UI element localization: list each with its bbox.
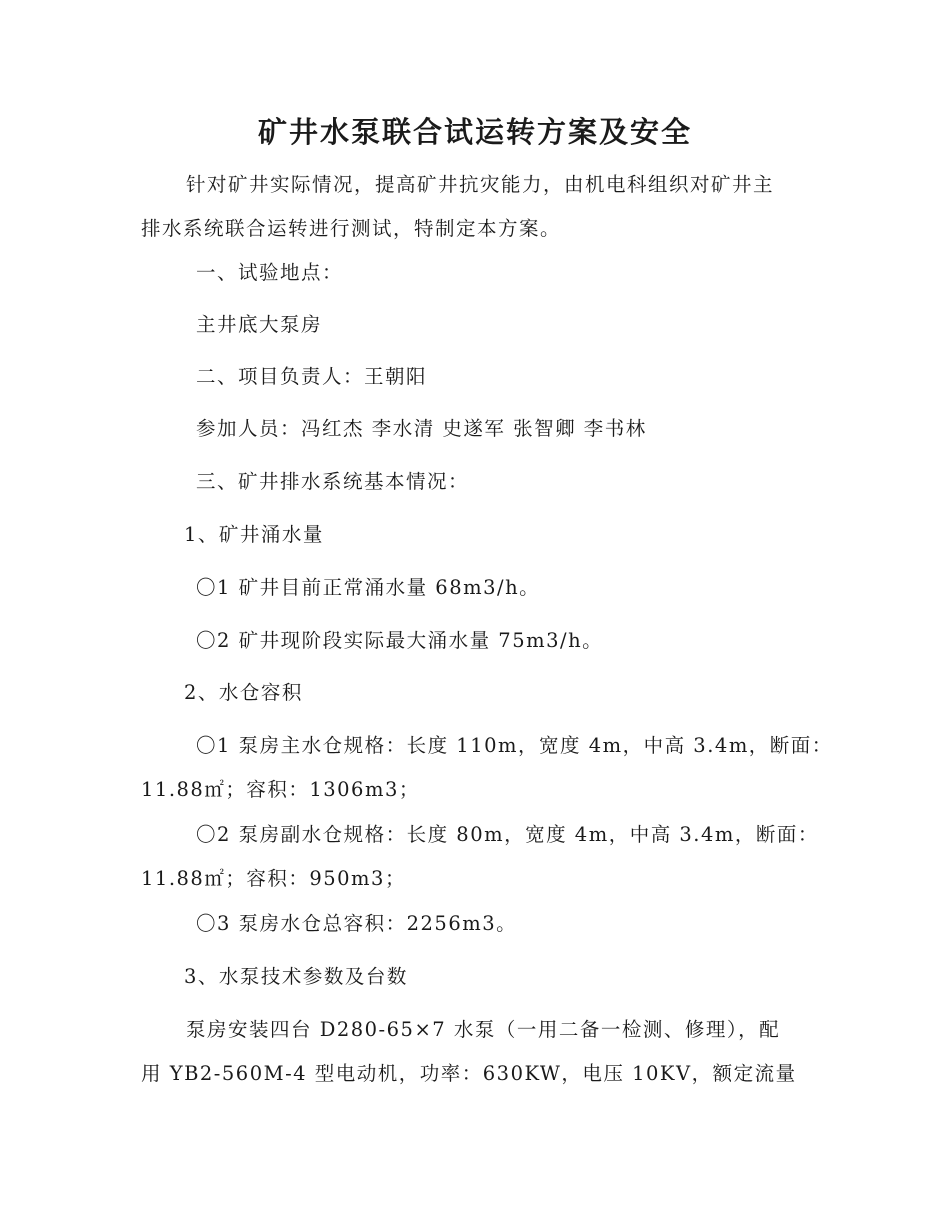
section-3-heading: 三、矿井排水系统基本情况： bbox=[196, 470, 470, 493]
subsection-2-item-1-line-1: 〇1 泵房主水仓规格：长度 110m，宽度 4m，中高 3.4m，断面： bbox=[196, 734, 833, 757]
section-2-heading: 二、项目负责人：王朝阳 bbox=[196, 365, 428, 388]
subsection-2-item-2-line-1: 〇2 泵房副水仓规格：长度 80m，宽度 4m，中高 3.4m，断面： bbox=[196, 823, 819, 846]
subsection-3-heading: 3、水泵技术参数及台数 bbox=[184, 965, 408, 988]
intro-line-2: 排水系统联合运转进行测试，特制定本方案。 bbox=[141, 217, 562, 240]
subsection-3-line-2: 用 YB2-560M-4 型电动机，功率：630KW，电压 10KV，额定流量 bbox=[141, 1062, 797, 1085]
subsection-3-paragraph bbox=[141, 1011, 801, 1093]
document-title: 矿井水泵联合试运转方案及安全 bbox=[257, 115, 692, 149]
subsection-2-item-1 bbox=[141, 727, 833, 809]
subsection-1-item-2: 〇2 矿井现阶段实际最大涌水量 75m3/h。 bbox=[196, 629, 604, 652]
subsection-3-line-1: 泵房安装四台 D280-65×7 水泵（一用二备一检测、修理），配 bbox=[186, 1018, 781, 1041]
intro-line-1: 针对矿井实际情况，提高矿井抗灾能力，由机电科组织对矿井主 bbox=[186, 173, 775, 196]
subsection-1-item-1: 〇1 矿井目前正常涌水量 68m3/h。 bbox=[196, 576, 541, 599]
subsection-2-item-3: 〇3 泵房水仓总容积：2256m3。 bbox=[196, 912, 518, 935]
section-1-content: 主井底大泵房 bbox=[196, 313, 323, 336]
intro-paragraph bbox=[141, 166, 801, 248]
subsection-2-item-2-line-2: 11.88㎡；容积：950m3； bbox=[141, 867, 406, 890]
participants-line: 参加人员：冯红杰 李水清 史遂军 张智卿 李书林 bbox=[196, 417, 647, 440]
section-1-heading: 一、试验地点： bbox=[196, 261, 344, 284]
subsection-2-heading: 2、水仓容积 bbox=[184, 681, 303, 704]
subsection-1-heading: 1、矿井涌水量 bbox=[184, 523, 324, 546]
subsection-2-item-2 bbox=[141, 816, 819, 898]
subsection-2-item-1-line-2: 11.88㎡；容积：1306m3； bbox=[141, 778, 420, 801]
